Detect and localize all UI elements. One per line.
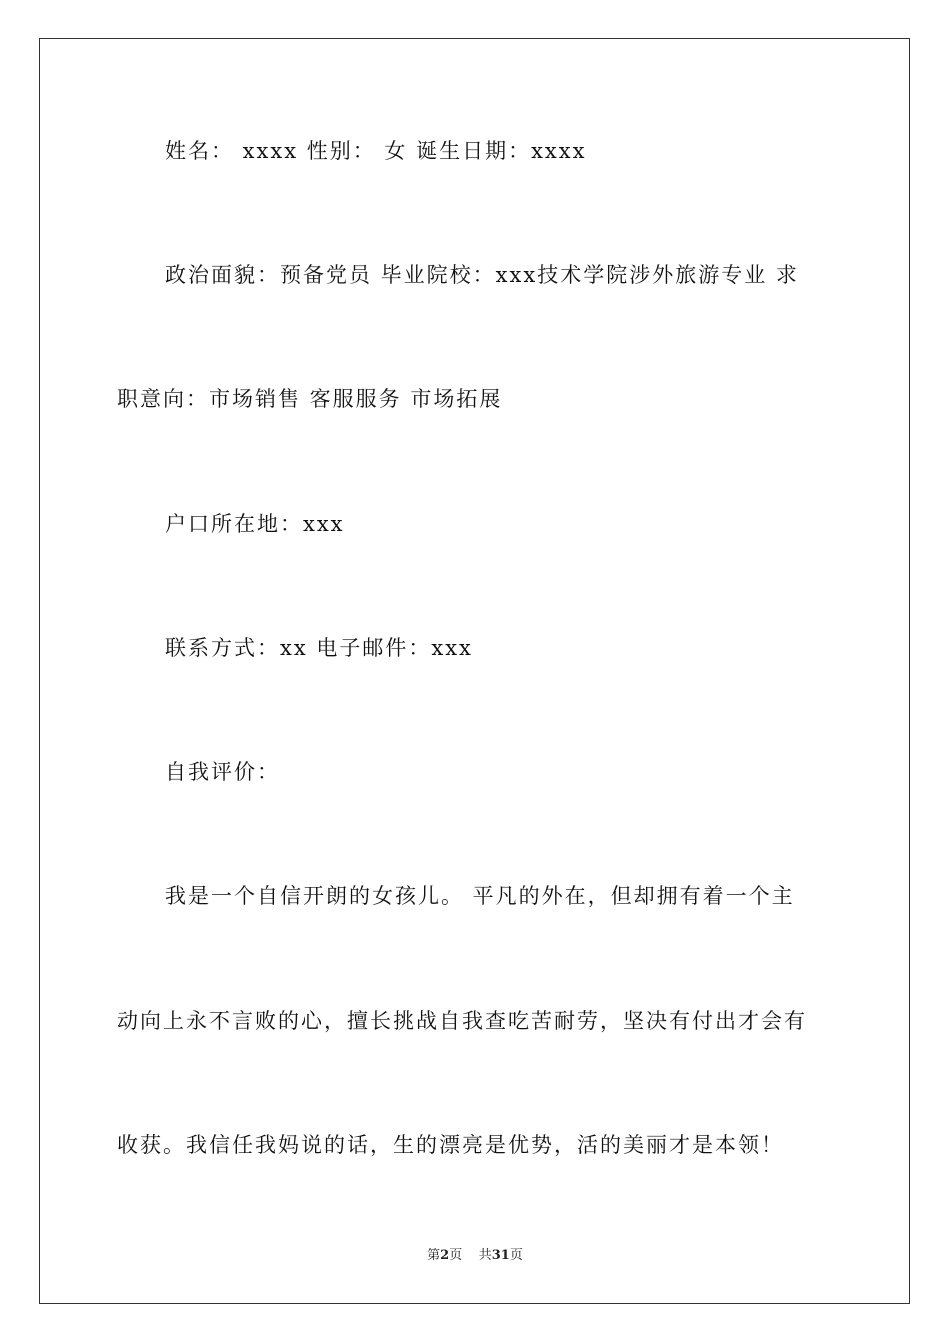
job-intention-line: 职意向：市场销售 客服服务 市场拓展 xyxy=(117,387,503,411)
page-prefix: 第 xyxy=(427,1248,441,1263)
total-prefix: 共 xyxy=(478,1248,492,1263)
self-evaluation-line-2: 动向上永不言败的心，擅长挑战自我查吃苦耐劳，坚决有付出才会有 xyxy=(117,1009,807,1033)
total-suffix: 页 xyxy=(509,1248,523,1263)
page-border xyxy=(39,38,910,1304)
total-pages: 31 xyxy=(491,1248,510,1263)
basic-info-line: 姓名： xxxx 性别： 女 诞生日期：xxxx xyxy=(165,139,587,163)
political-education-line: 政治面貌：预备党员 毕业院校：xxx技术学院涉外旅游专业 求 xyxy=(165,263,799,287)
self-evaluation-line-1: 我是一个自信开朗的女孩儿。 平凡的外在，但却拥有着一个主 xyxy=(165,884,795,908)
contact-line: 联系方式：xx 电子邮件：xxx xyxy=(165,636,473,660)
page-footer xyxy=(0,1248,950,1264)
page-number: 2 xyxy=(440,1248,450,1263)
household-registration-line: 户口所在地：xxx xyxy=(165,512,345,536)
self-evaluation-heading: 自我评价： xyxy=(165,760,280,784)
self-evaluation-line-3: 收获。我信任我妈说的话，生的漂亮是优势，活的美丽才是本领！ xyxy=(117,1133,784,1157)
page-suffix: 页 xyxy=(449,1248,463,1263)
